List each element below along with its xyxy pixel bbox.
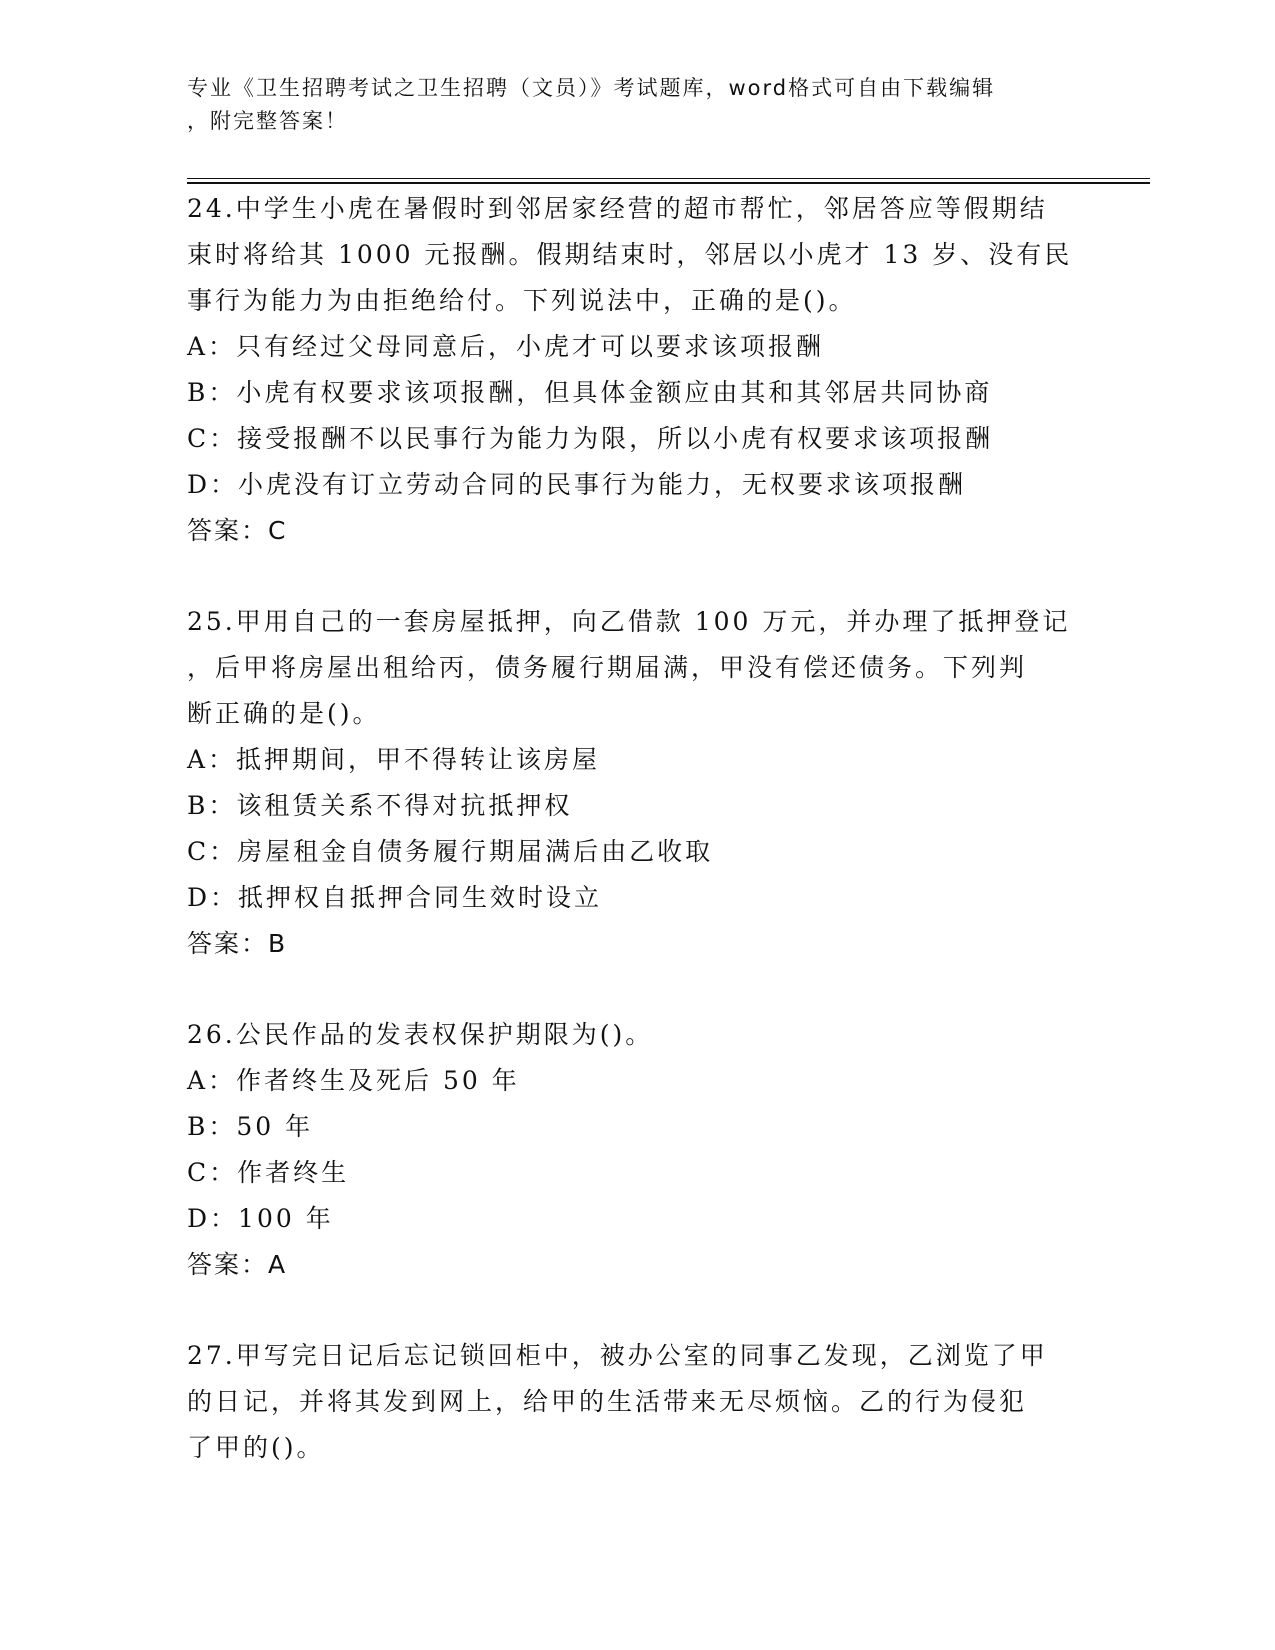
option-b: B：50 年 bbox=[187, 1112, 314, 1141]
question-stem-line: 27.甲写完日记后忘记锁回柜中，被办公室的同事乙发现，乙浏览了甲 bbox=[187, 1341, 1048, 1370]
question-stem-line: 束时将给其 1000 元报酬。假期结束时，邻居以小虎才 13 岁、没有民 bbox=[187, 240, 1073, 269]
question-24 bbox=[187, 186, 1087, 554]
question-27 bbox=[187, 1333, 1087, 1471]
question-26 bbox=[187, 1012, 1087, 1288]
answer-label: 答案：C bbox=[187, 516, 288, 545]
header-line-2: ，附完整答案！ bbox=[187, 109, 348, 133]
option-d: D：100 年 bbox=[187, 1204, 334, 1233]
option-b: B：小虎有权要求该项报酬，但具体金额应由其和其邻居共同协商 bbox=[187, 378, 993, 407]
question-stem-line: 了甲的()。 bbox=[187, 1433, 325, 1462]
question-list bbox=[187, 186, 1087, 1471]
document-header bbox=[187, 72, 1087, 138]
answer-label: 答案：B bbox=[187, 929, 288, 958]
question-stem-line: 24.中学生小虎在暑假时到邻居家经营的超市帮忙，邻居答应等假期结 bbox=[187, 194, 1048, 223]
option-b: B：该租赁关系不得对抗抵押权 bbox=[187, 791, 573, 820]
question-stem-line: 的日记，并将其发到网上，给甲的生活带来无尽烦恼。乙的行为侵犯 bbox=[187, 1387, 1028, 1416]
question-stem-line: 26.公民作品的发表权保护期限为()。 bbox=[187, 1020, 654, 1049]
answer-label: 答案：A bbox=[187, 1250, 288, 1279]
question-stem-line: 事行为能力为由拒绝给付。下列说法中，正确的是()。 bbox=[187, 286, 857, 315]
question-25 bbox=[187, 599, 1087, 967]
question-stem-line: 断正确的是()。 bbox=[187, 699, 381, 728]
option-a: A：只有经过父母同意后，小虎才可以要求该项报酬 bbox=[187, 332, 825, 361]
header-rule-thin bbox=[187, 178, 1150, 179]
header-line-1: 专业《卫生招聘考试之卫生招聘（文员）》考试题库，word格式可自由下载编辑 bbox=[187, 76, 996, 100]
option-c: C：作者终生 bbox=[187, 1158, 350, 1187]
header-rule-thick bbox=[187, 182, 1150, 184]
question-stem-line: 25.甲用自己的一套房屋抵押，向乙借款 100 万元，并办理了抵押登记 bbox=[187, 607, 1071, 636]
option-c: C：接受报酬不以民事行为能力为限，所以小虎有权要求该项报酬 bbox=[187, 424, 994, 453]
option-d: D：小虎没有订立劳动合同的民事行为能力，无权要求该项报酬 bbox=[187, 470, 967, 499]
option-a: A：抵押期间，甲不得转让该房屋 bbox=[187, 745, 601, 774]
question-stem-line: ，后甲将房屋出租给丙，债务履行期届满，甲没有偿还债务。下列判 bbox=[187, 653, 1028, 682]
option-c: C：房屋租金自债务履行期届满后由乙收取 bbox=[187, 837, 714, 866]
option-a: A：作者终生及死后 50 年 bbox=[187, 1066, 520, 1095]
option-d: D：抵押权自抵押合同生效时设立 bbox=[187, 883, 603, 912]
